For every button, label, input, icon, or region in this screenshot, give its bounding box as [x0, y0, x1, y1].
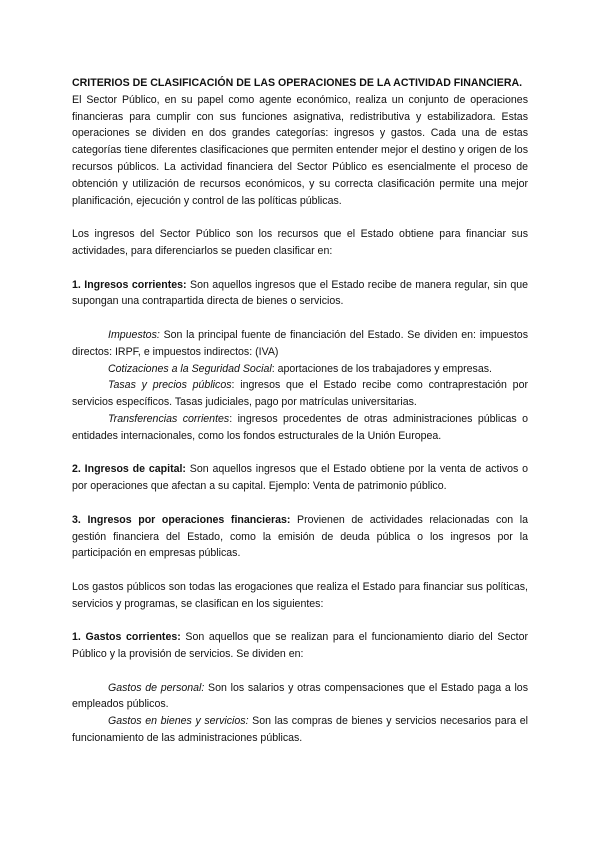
- item-text: Son las compras de bienes y servicios necesarios para el funcionamiento de las administraciones públicas.: [72, 715, 529, 745]
- ingresos-intro-paragraph: Los ingresos del Sector Público son los recursos que el Estado obtiene para financiar sus actividades, para diferenciarlos se pueden clasificar en:: [72, 228, 528, 257]
- ingresos-corrientes-paragraph: [72, 277, 528, 311]
- section-text: Son aquellos ingresos que el Estado recibe de manera regular, sin que supongan una contrapartida directa de bienes o servicios.: [72, 278, 528, 308]
- document-title: CRITERIOS DE CLASIFICACIÓN DE LAS OPERACIONES DE LA ACTIVIDAD FINANCIERA.: [72, 77, 523, 89]
- section-heading: 1. Gastos corrientes:: [72, 631, 181, 644]
- list-item: [72, 713, 528, 747]
- list-item: [72, 377, 528, 411]
- item-term: Cotizaciones a la Seguridad Social: [108, 362, 272, 375]
- item-term: Tasas y precios públicos: [108, 379, 232, 392]
- list-item: [72, 411, 528, 445]
- gastos-corrientes-paragraph: [72, 629, 528, 663]
- ingresos-capital-paragraph: [72, 461, 528, 495]
- section-text: Son aquellos que se realizan para el funcionamiento diario del Sector Público y la provisión de servicios. Se dividen en:: [72, 631, 528, 661]
- item-text: Son la principal fuente de financiación del Estado. Se dividen en: impuestos directos: IRPF, e impuestos indirectos: (IVA): [72, 328, 528, 358]
- section-heading: 2. Ingresos de capital:: [72, 463, 186, 476]
- gastos-intro-paragraph: Los gastos públicos son todas las erogaciones que realiza el Estado para financiar sus políticas, servicios y programas, se clasifican en los siguientes:: [72, 580, 528, 610]
- section-text: Son aquellos ingresos que el Estado obtiene por la venta de activos o por operaciones que afectan a su capital. Ejemplo: Venta de patrimonio público.: [72, 463, 528, 493]
- section-heading: 1. Ingresos corrientes:: [72, 278, 187, 291]
- list-item: [72, 680, 528, 714]
- section-heading: 3. Ingresos por operaciones financieras:: [72, 513, 291, 526]
- item-term: Gastos de personal:: [108, 681, 205, 694]
- list-item: [72, 327, 528, 361]
- item-text: : ingresos procedentes de otras administraciones públicas o entidades internacionales, como los fondos estructurales de la Unión Europea.: [72, 412, 529, 442]
- item-term: Impuestos:: [108, 328, 160, 341]
- item-text: : aportaciones de los trabajadores y empresas.: [271, 362, 492, 375]
- item-term: Transferencias corrientes: [108, 412, 230, 425]
- list-item: [72, 361, 528, 378]
- intro-paragraph: El Sector Público, en su papel como agente económico, realiza un conjunto de operaciones financieras para cumplir con sus funciones asignativa, redistributiva y estabilizadora. Estas operaciones se dividen en dos grandes categorías: ingresos y gastos. Cada una de estas categorías tiene diferentes clasificaciones que permiten entender mejor el destino y origen de los recursos públicos. La actividad financiera del Sector Público es esencialmente el proceso de obtención y utilización de recursos económicos, y su correcta clasificación permite una mejor planificación, ejecución y control de las políticas públicas.: [72, 93, 528, 207]
- document-body: [72, 75, 528, 747]
- item-text: Son los salarios y otras compensaciones que el Estado paga a los empleados públicos.: [72, 681, 528, 711]
- ingresos-financieras-paragraph: [72, 512, 528, 562]
- section-text: Provienen de actividades relacionadas con la gestión financiera del Estado, como la emisión de deuda pública o los ingresos por la participación en empresas públicas.: [72, 513, 528, 560]
- item-text: : ingresos que el Estado recibe como contraprestación por servicios específicos. Tasas judiciales, pago por matrículas universitarias.: [72, 379, 528, 409]
- item-term: Gastos en bienes y servicios:: [108, 715, 249, 728]
